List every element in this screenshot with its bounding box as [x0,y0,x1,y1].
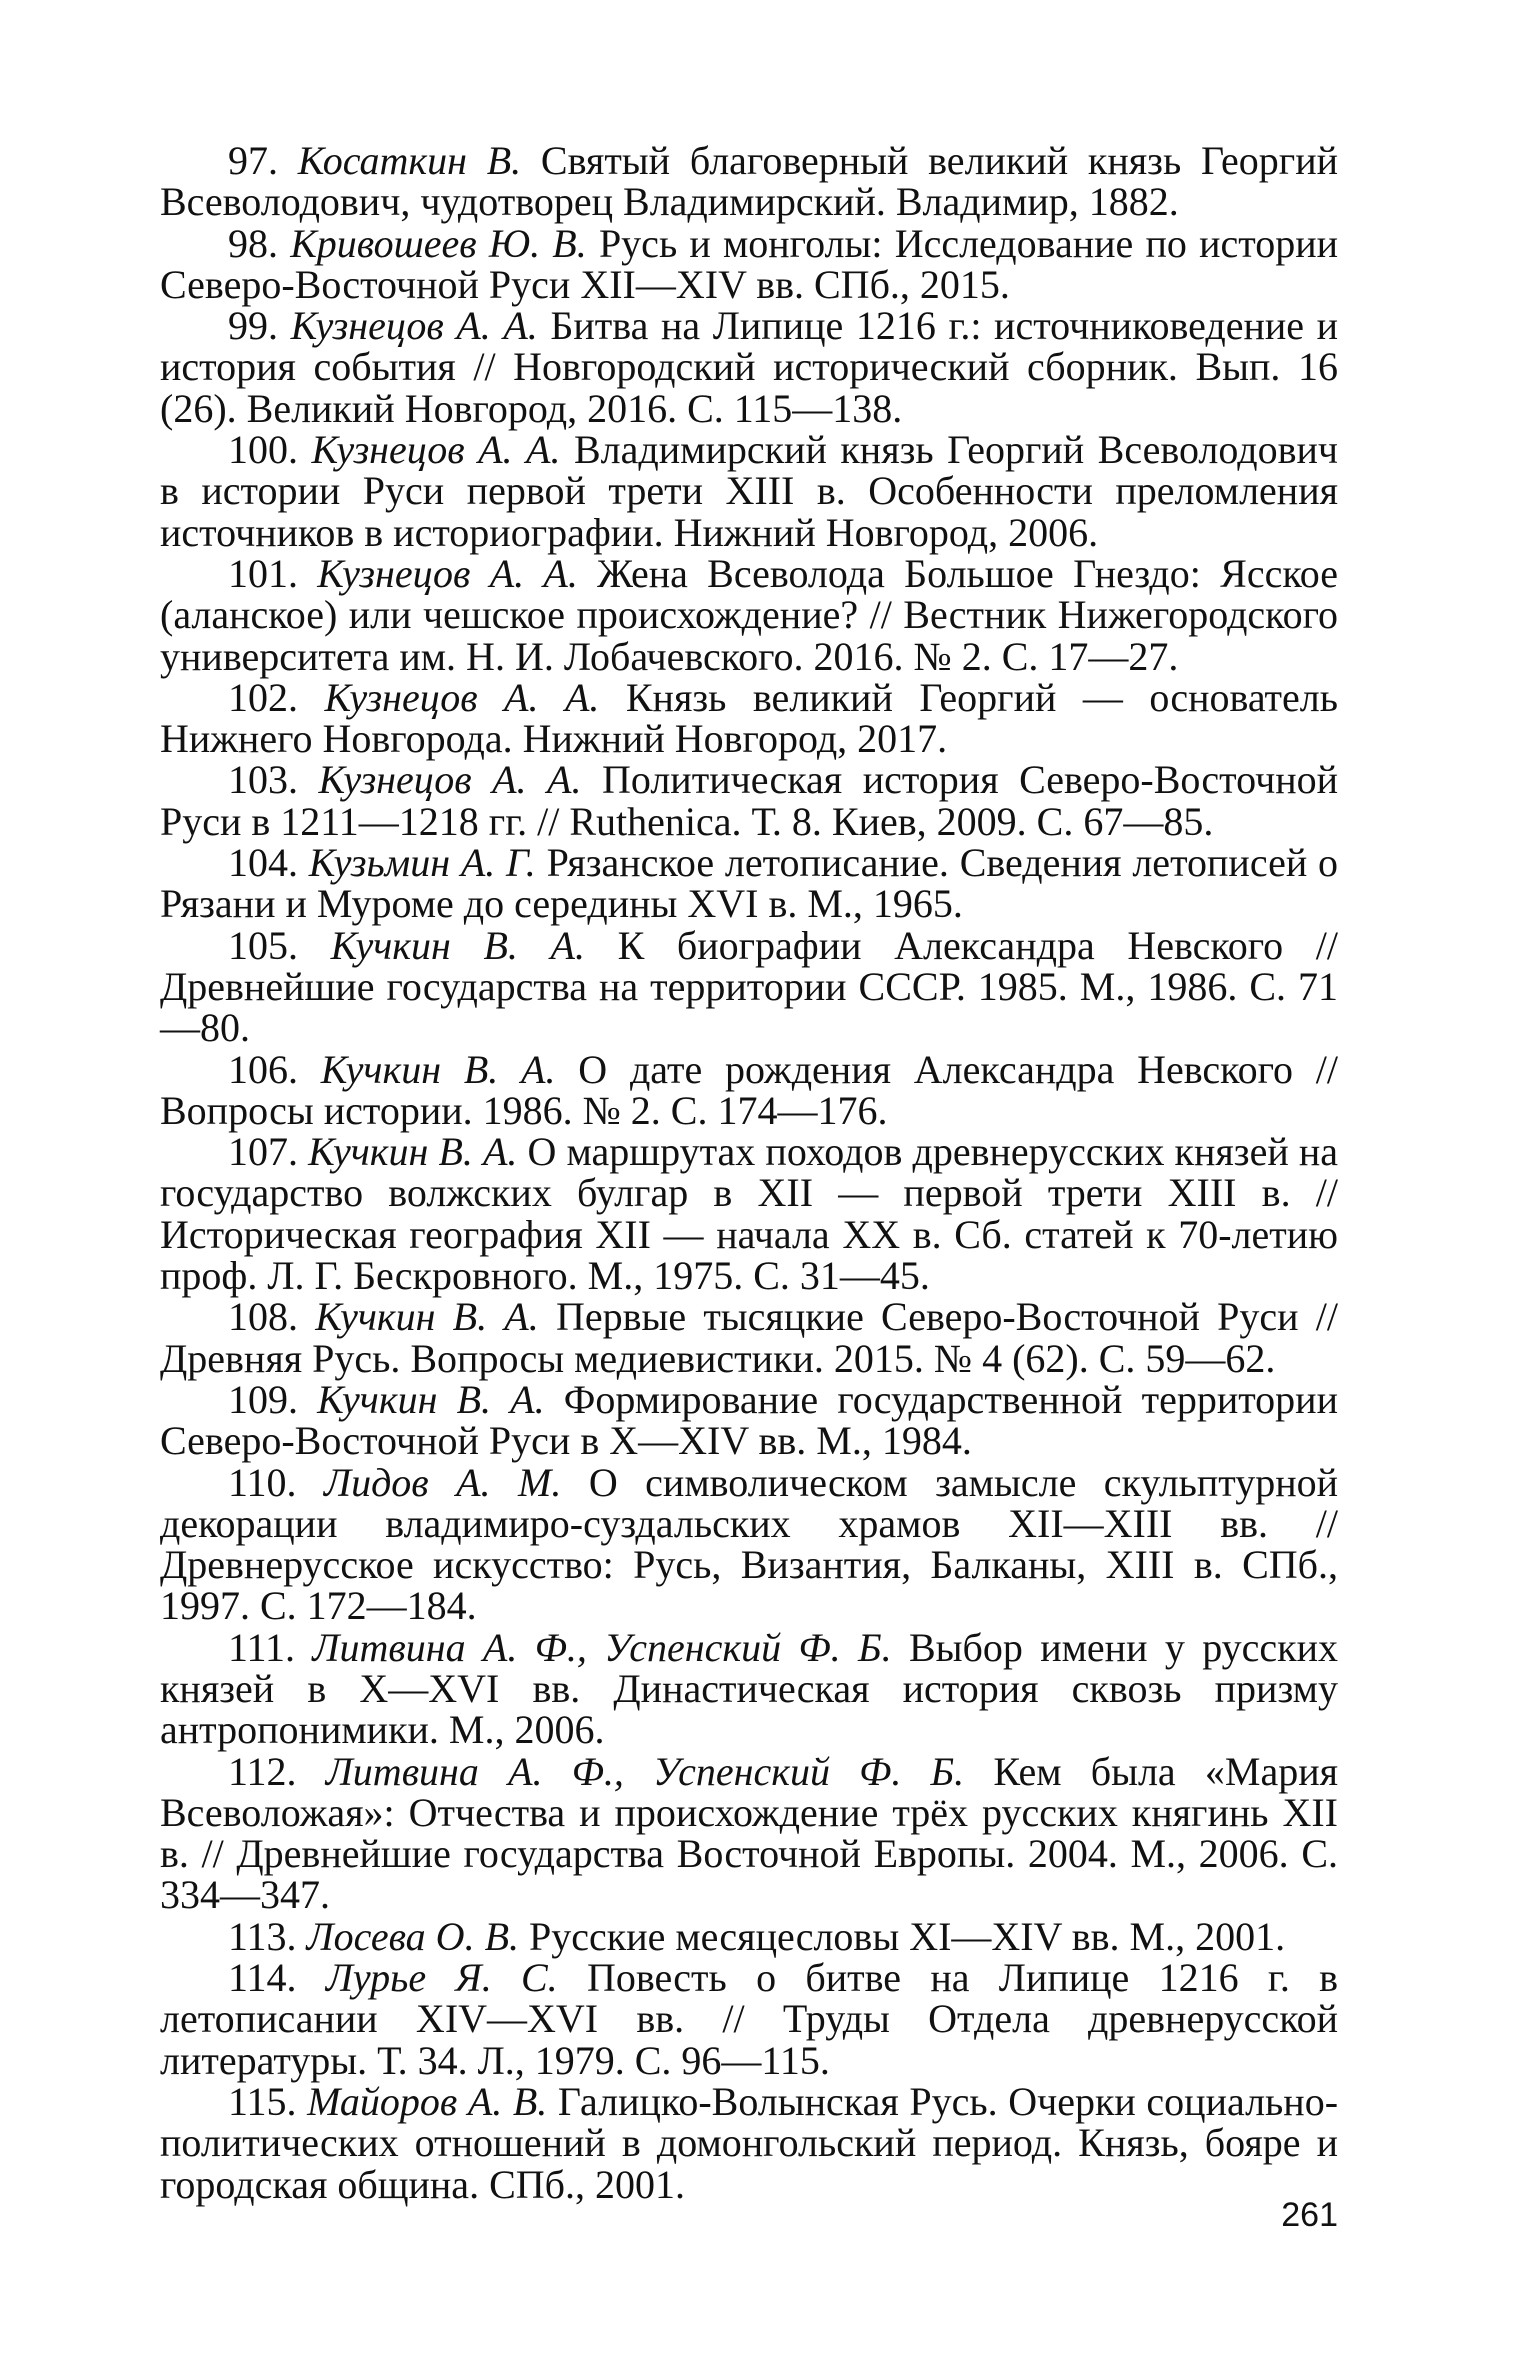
entry-number: 101. [228,550,298,596]
entry-author: Литвина А. Ф., Успенский Ф. Б. [325,1748,965,1794]
bibliography-entry [160,922,1339,1051]
entry-number: 104. [228,840,298,886]
bibliography-entry [160,1957,1338,2081]
entry-number: 98. [228,220,278,266]
entry-author: Лидов А. М. [323,1459,562,1505]
entry-number: 112. [228,1748,297,1794]
entry-author: Кучкин В. А. [317,1376,545,1422]
entry-text: Жена Всеволода Большое Гнездо: Ясское (аланское) или чешское происхождение? // Вестник Нижегородского университета им. Н. И. Лобачевского. 2016. № 2. С. 17—27. [160,550,1339,679]
entry-text: Повесть о битве на Липице 1216 г. в летописании XIV—XVI вв. // Труды Отдела древнерусской литературы. Т. 34. Л., 1979. С. 96—115. [160,1955,1339,2083]
entry-text: Князь великий Георгий — основатель Нижнего Новгорода. Нижний Новгород, 2017. [160,674,1338,762]
bibliography-entry [160,305,1338,429]
bibliography-entry [160,674,1338,762]
entry-author: Кучкин В. А. [308,1129,518,1175]
bibliography-entry [160,1296,1338,1379]
entry-author: Майоров А. В. [307,2078,548,2124]
entry-author: Кучкин В. А. [330,922,585,968]
entry-author: Кривошеев Ю. В. [290,220,587,266]
entry-author: Кузнецов А. А. [324,674,600,720]
entry-text: Первые тысяцкие Северо-Восточной Руси // Древняя Русь. Вопросы медиевистики. 2015. № 4 (62). С. 59—62. [160,1294,1339,1381]
entry-text: Галицко-Волынская Русь. Очерки социально-политических отношений в домонгольский период. Князь, бояре и городская община. СПб., 2001. [160,2078,1339,2207]
entry-number: 107. [228,1129,298,1175]
bibliography-entry [160,1624,1339,1753]
bibliography-entry [160,1748,1339,1918]
entry-author: Литвина А. Ф., Успенский Ф. Б. [312,1624,892,1670]
entry-author: Кузнецов А. А. [311,427,561,473]
entry-text: Святый благоверный великий князь Георгий Всеволодович, чудотворец Владимирский. Владимир, 1882. [160,138,1339,225]
entry-author: Кузьмин А. Г. [308,840,536,886]
entry-number: 106. [228,1046,298,1092]
entry-number: 115. [228,2078,297,2124]
entry-text: Битва на Липице 1216 г.: источниковедение и история события // Новгородский исторический сборник. Вып. 16 (26). Великий Новгород, 2016. С. 115—138. [160,303,1339,431]
entry-text: О символическом замысле скульптурной декорации владимиро-суздальских храмов XII—XIII вв. // Древнерусское искусство: Русь, Византия, Балканы, XIII в. СПб., 1997. С. 172—184. [160,1459,1339,1629]
entry-author: Лосева О. В. [306,1913,519,1959]
bibliography-entry [160,1913,1338,1959]
entry-text: Рязанское летописание. Сведения летописей о Рязани и Муроме до середины XVI в. М., 1965. [160,840,1339,927]
entry-text: Выбор имени у русских князей в X—XVI вв. Династическая история сквозь призму антропонимики. М., 2006. [160,1624,1339,1753]
entry-number: 103. [228,757,298,803]
entry-author: Кузнецов А. А. [290,303,538,349]
entry-author: Косаткин В. [297,138,522,183]
entry-author: Кучкин В. А. [320,1046,556,1092]
bibliography-entry [160,220,1339,307]
entry-number: 111. [228,1624,296,1670]
entry-author: Кучкин В. А. [315,1294,539,1340]
page-number: 261 [1281,2196,1338,2234]
entry-text: Политическая история Северо-Восточной Руси в 1211—1218 гг. // Ruthenica. Т. 8. Киев, 2009. С. 67—85. [160,757,1339,844]
entry-text: О маршрутах походов древнерусских князей на государство волжских булгар в XII — первой трети XIII в. // Историческая география XII — начала XX в. Сб. статей к 70-летию проф. Л. Г. Бескровного. М., 1975. С. 31—45. [160,1129,1339,1299]
bibliography-entry [160,429,1338,553]
entry-author: Кузнецов А. А. [318,757,582,803]
entry-number: 105. [228,922,298,968]
bibliography-entry [160,1459,1339,1629]
entry-number: 110. [228,1459,297,1505]
entry-number: 109. [228,1376,298,1422]
entry-text: Владимирский князь Георгий Всеволодович в истории Руси первой трети XIII в. Особенности преломления источников в историографии. Нижний Новгород, 2006. [160,427,1338,555]
bibliography-entry [160,842,1338,925]
bibliography-entry [160,1129,1339,1299]
bibliography-entry [160,550,1339,679]
bibliography-entry [160,2078,1339,2207]
entry-text: Русь и монголы: Исследование по истории Северо-Восточной Руси XII—XIV вв. СПб., 2015. [160,220,1339,307]
bibliography-entry [160,759,1338,842]
entry-number: 102. [228,674,298,720]
entry-number: 114. [228,1955,297,2001]
entry-author: Кузнецов А. А. [317,550,578,596]
entry-number: 113. [228,1913,297,1959]
bibliography-entry [160,140,1338,223]
entry-text: Русские месяцесловы XI—XIV вв. М., 2001. [529,1913,1286,1959]
bibliography-entry [160,1046,1339,1133]
entry-text: К биографии Александра Невского // Древнейшие государства на территории СССР. 1985. М., 1986. С. 71—80. [160,922,1339,1051]
entry-text: О дате рождения Александра Невского // Вопросы истории. 1986. № 2. С. 174—176. [160,1046,1339,1133]
entry-number: 99. [228,303,278,349]
bibliography-entry [160,1376,1338,1464]
entry-number: 100. [228,427,298,473]
entry-text: Кем была «Мария Всеволожая»: Отчества и происхождение трёх русских княгинь XII в. // Древнейшие государства Восточной Европы. 2004. М., 2006. С. 334—347. [160,1748,1339,1918]
entry-author: Лурье Я. С. [325,1955,558,2001]
entry-number: 108. [228,1294,298,1340]
bibliography-page [160,140,1338,2205]
entry-number: 97. [228,138,278,183]
entry-text: Формирование государственной территории Северо-Восточной Руси в X—XIV вв. М., 1984. [160,1376,1338,1464]
